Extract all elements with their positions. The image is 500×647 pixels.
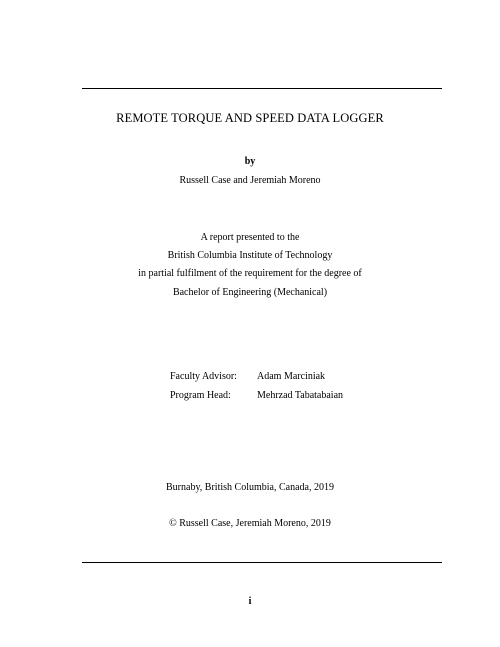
- copyright-notice: © Russell Case, Jeremiah Moreno, 2019: [169, 518, 331, 529]
- authors: Russell Case and Jeremiah Moreno: [179, 175, 321, 186]
- faculty-advisor-label: Faculty Advisor:: [170, 371, 237, 382]
- faculty-advisor-name: Adam Marciniak: [257, 371, 326, 382]
- report-line-3: in partial fulfilment of the requirement for the degree of: [138, 268, 362, 279]
- page-number: i: [248, 596, 252, 607]
- faculty-advisor-row: [170, 371, 325, 383]
- report-line-1: A report presented to the: [200, 232, 300, 243]
- bottom-horizontal-rule: [82, 562, 442, 563]
- program-head-name: Mehrzad Tabatabaian: [257, 390, 344, 401]
- report-title: REMOTE TORQUE AND SPEED DATA LOGGER: [116, 111, 384, 125]
- by-label: by: [244, 156, 256, 167]
- program-head-row: [170, 390, 343, 402]
- program-head-label: Program Head:: [170, 390, 231, 401]
- report-line-2: British Columbia Institute of Technology: [167, 250, 333, 261]
- report-line-4: Bachelor of Engineering (Mechanical): [172, 287, 328, 298]
- location-year: Burnaby, British Columbia, Canada, 2019: [166, 482, 334, 493]
- top-horizontal-rule: [82, 88, 442, 89]
